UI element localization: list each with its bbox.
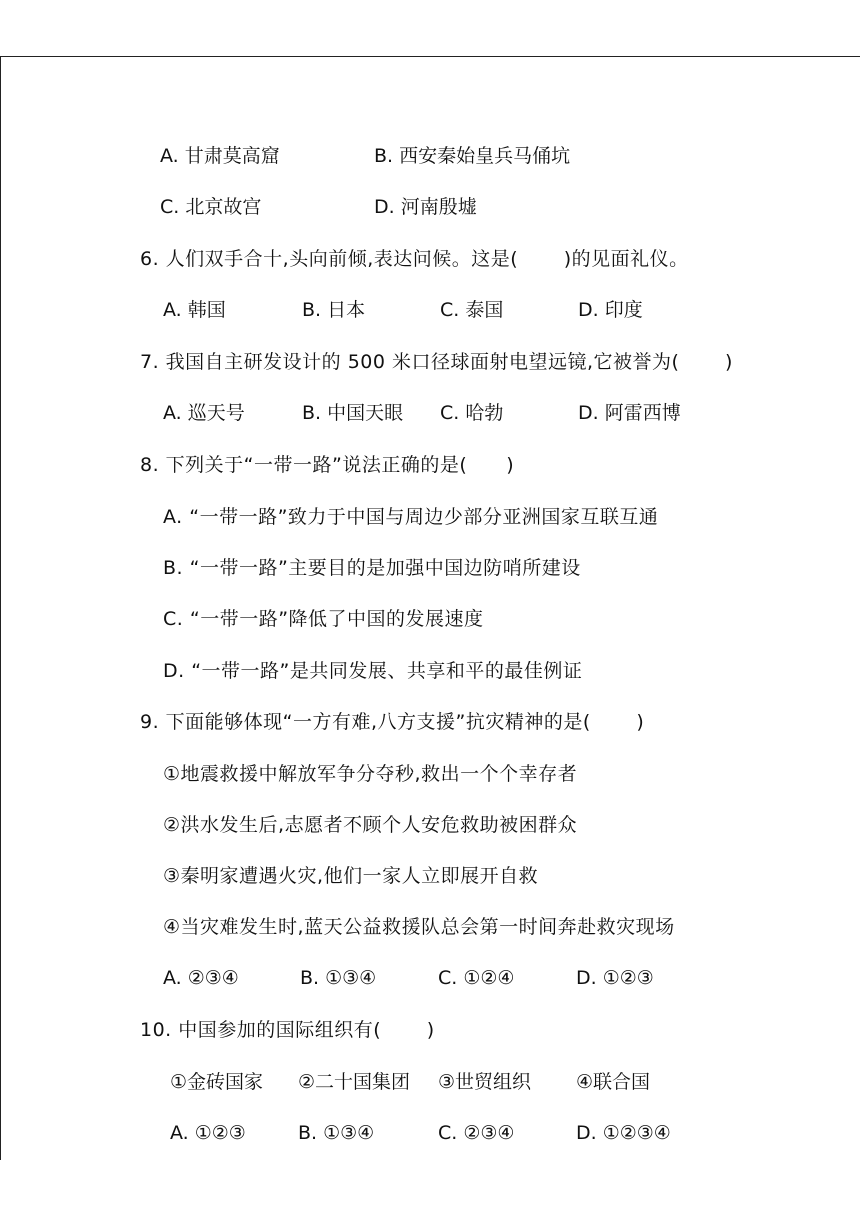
q7-option-c: C. 哈勃	[440, 402, 504, 424]
q10-option-b: B. ①③④	[298, 1122, 375, 1144]
q6-option-c: C. 泰国	[440, 299, 504, 321]
page-left-border	[0, 56, 1, 1160]
q8-option-d: D. “一带一路”是共同发展、共享和平的最佳例证	[163, 660, 583, 682]
q5-option-a: A. 甘肃莫高窟	[160, 145, 280, 167]
q5-option-b: B. 西安秦始皇兵马俑坑	[374, 145, 571, 167]
q9-option-a: A. ②③④	[163, 967, 239, 989]
q9-option-d: D. ①②③	[576, 967, 654, 989]
q9-option-b: B. ①③④	[300, 967, 377, 989]
q5-option-d: D. 河南殷墟	[374, 196, 477, 218]
q10-statement-1: ①金砖国家	[170, 1071, 264, 1093]
q7-option-a: A. 巡天号	[163, 402, 245, 424]
q8-stem: 8. 下列关于“一带一路”说法正确的是( )	[140, 454, 515, 476]
q10-option-d: D. ①②③④	[576, 1122, 671, 1144]
q9-statement-3: ③秦明家遭遇火灾,他们一家人立即展开自救	[163, 865, 539, 887]
q10-statement-2: ②二十国集团	[298, 1071, 411, 1093]
q6-option-b: B. 日本	[302, 299, 366, 321]
q10-option-a: A. ①②③	[170, 1122, 246, 1144]
q8-option-c: C. “一带一路”降低了中国的发展速度	[163, 608, 484, 630]
q7-option-b: B. 中国天眼	[302, 402, 404, 424]
q10-option-c: C. ②③④	[438, 1122, 515, 1144]
q10-stem: 10. 中国参加的国际组织有( )	[140, 1019, 435, 1041]
q9-stem: 9. 下面能够体现“一方有难,八方支援”抗灾精神的是( )	[140, 711, 645, 733]
q5-option-c: C. 北京故宫	[160, 196, 262, 218]
q9-statement-1: ①地震救援中解放军争分夺秒,救出一个个幸存者	[163, 763, 578, 785]
q8-option-b: B. “一带一路”主要目的是加强中国边防哨所建设	[163, 557, 581, 579]
q10-statement-3: ③世贸组织	[438, 1071, 532, 1093]
q7-stem: 7. 我国自主研发设计的 500 米口径球面射电望远镜,它被誉为( )	[140, 351, 733, 373]
q7-option-d: D. 阿雷西博	[578, 402, 681, 424]
q6-option-a: A. 韩国	[163, 299, 226, 321]
q8-option-a: A. “一带一路”致力于中国与周边少部分亚洲国家互联互通	[163, 506, 659, 528]
q9-option-c: C. ①②④	[438, 967, 515, 989]
q9-statement-2: ②洪水发生后,志愿者不顾个人安危救助被困群众	[163, 814, 578, 836]
q6-stem: 6. 人们双手合十,头向前倾,表达问候。这是( )的见面礼仪。	[140, 248, 689, 270]
page-top-border	[0, 56, 860, 57]
q9-statement-4: ④当灾难发生时,蓝天公益救援队总会第一时间奔赴救灾现场	[163, 916, 675, 938]
q6-option-d: D. 印度	[578, 299, 643, 321]
q10-statement-4: ④联合国	[576, 1071, 651, 1093]
